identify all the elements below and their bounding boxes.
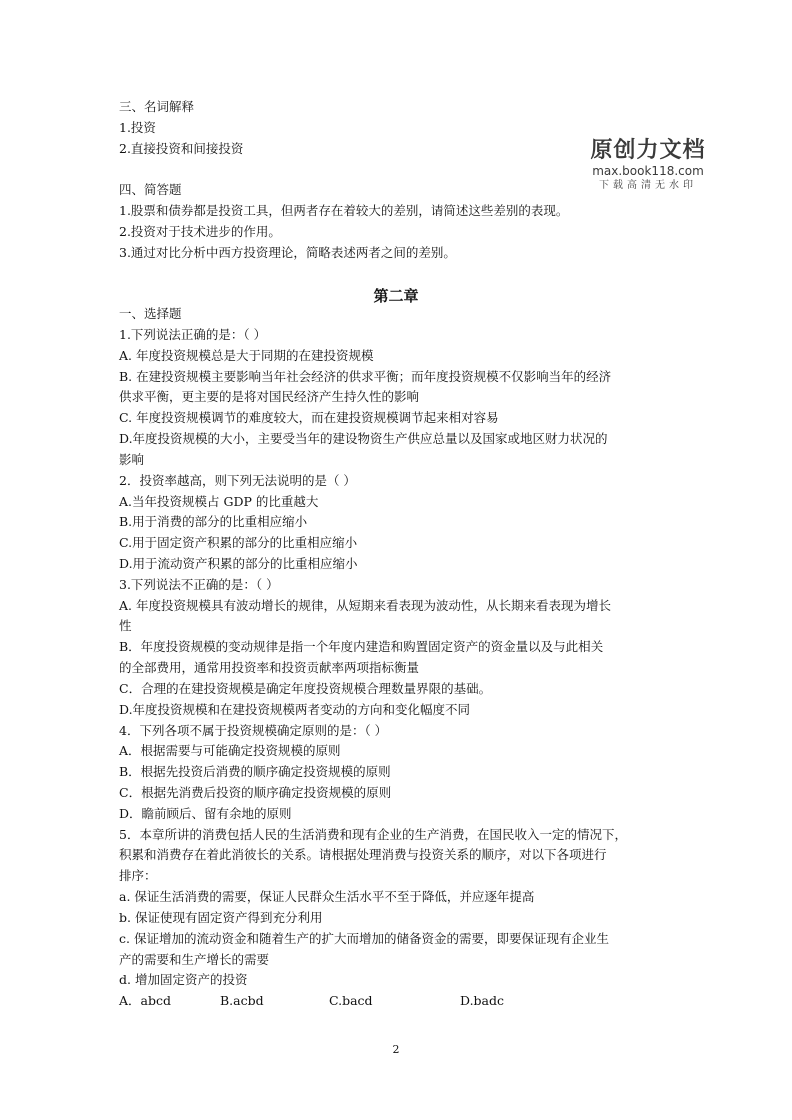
question-line: A.当年投资规模占 GDP 的比重越大 <box>119 494 319 509</box>
question-line: 性 <box>119 618 132 633</box>
question-line: B.用于消费的部分的比重相应缩小 <box>119 514 308 529</box>
question-line: b. 保证使现有固定资产得到充分利用 <box>119 910 323 925</box>
term-item: 2.直接投资和间接投资 <box>119 141 244 156</box>
question-line: 3.下列说法不正确的是：（ ） <box>119 577 279 592</box>
page-number: 2 <box>392 1043 400 1056</box>
short-answer-item: 3.通过对比分析中西方投资理论，简略表述两者之间的差别。 <box>119 245 456 260</box>
watermark-subtitle: 下载高清无水印 <box>599 180 697 191</box>
answer-option-c: C.bacd <box>329 993 373 1008</box>
chapter-title: 第二章 <box>373 287 419 305</box>
section-heading-choice: 一、选择题 <box>119 306 182 321</box>
answer-option-b: B.acbd <box>220 993 264 1008</box>
question-line: 2．投资率越高，则下列无法说明的是（ ） <box>119 473 356 488</box>
question-line: D．瞻前顾后、留有余地的原则 <box>119 806 292 821</box>
question-line: 5．本章所讲的消费包括人民的生活消费和现有企业的生产消费，在国民收入一定的情况下， <box>119 827 627 842</box>
question-line: 影响 <box>119 452 145 467</box>
section-heading-terms: 三、名词解释 <box>119 99 195 114</box>
question-line: 4．下列各项不属于投资规模确定原则的是：（ ） <box>119 723 388 738</box>
question-line: A．根据需要与可能确定投资规模的原则 <box>119 743 341 758</box>
question-line: B．年度投资规模的变动规律是指一个年度内建造和购置固定资产的资金量以及与此相关 <box>119 639 604 654</box>
question-line: D.年度投资规模的大小，主要受当年的建设物资生产供应总量以及国家或地区财力状况的 <box>119 431 608 446</box>
question-line: A. 年度投资规模具有波动增长的规律，从短期来看表现为波动性，从长期来看表现为增长 <box>119 598 611 613</box>
watermark-url: max.book118.com <box>592 164 704 178</box>
watermark-title: 原创力文档 <box>590 138 706 163</box>
question-line: 1.下列说法正确的是：（ ） <box>119 327 267 342</box>
watermark-logo <box>578 138 718 193</box>
short-answer-item: 1.股票和债券都是投资工具，但两者存在着较大的差别，请简述这些差别的表现。 <box>119 203 569 218</box>
question-line: 的全部费用，通常用投资率和投资贡献率两项指标衡量 <box>119 660 420 675</box>
question-line: d. 增加固定资产的投资 <box>119 972 248 987</box>
question-line: C．根据先消费后投资的顺序确定投资规模的原则 <box>119 785 392 800</box>
answer-option-d: D.badc <box>460 993 505 1008</box>
question-line: B. 在建投资规模主要影响当年社会经济的供求平衡；而年度投资规模不仅影响当年的经济 <box>119 369 612 384</box>
question-line: 供求平衡，更主要的是将对国民经济产生持久性的影响 <box>119 389 420 404</box>
question-line: C. 年度投资规模调节的难度较大，而在建投资规模调节起来相对容易 <box>119 410 499 425</box>
question-line: D.用于流动资产积累的部分的比重相应缩小 <box>119 556 358 571</box>
answer-option-a: A．abcd <box>119 993 171 1008</box>
question-line: c. 保证增加的流动资金和随着生产的扩大而增加的储备资金的需要，即要保证现有企业生 <box>119 931 609 946</box>
question-line: A. 年度投资规模总是大于同期的在建投资规模 <box>119 348 374 363</box>
question-line: 排序： <box>119 868 157 883</box>
question-line: a. 保证生活消费的需要，保证人民群众生活水平不至于降低，并应逐年提高 <box>119 889 535 904</box>
question-line: C．合理的在建投资规模是确定年度投资规模合理数量界限的基础。 <box>119 681 492 696</box>
short-answer-item: 2.投资对于技术进步的作用。 <box>119 224 281 239</box>
question-line: 积累和消费存在着此消彼长的关系。请根据处理消费与投资关系的顺序，对以下各项进行 <box>119 847 607 862</box>
question-line: C.用于固定资产积累的部分的比重相应缩小 <box>119 535 358 550</box>
question-line: D.年度投资规模和在建投资规模两者变动的方向和变化幅度不同 <box>119 702 471 717</box>
section-heading-short-answer: 四、简答题 <box>119 182 182 197</box>
term-item: 1.投资 <box>119 120 156 135</box>
question-line: 产的需要和生产增长的需要 <box>119 952 270 967</box>
question-line: B．根据先投资后消费的顺序确定投资规模的原则 <box>119 764 391 779</box>
